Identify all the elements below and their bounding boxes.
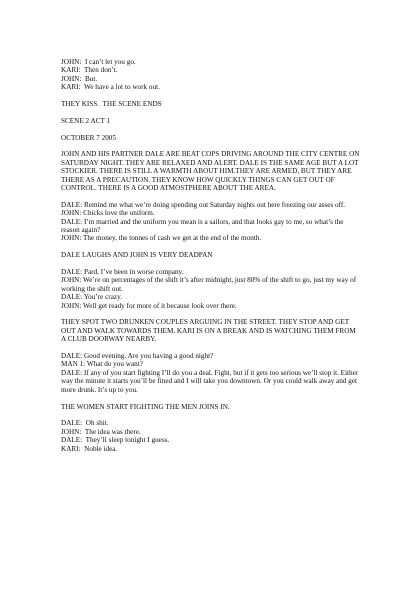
scene-description-1: JOHN AND HIS PARTNER DALE ARE BEAT COPS DRIVING AROUND THE CITY CENTRE ON SATURDAY NIGHT. THEY ARE RELAXED AND ALERT. DALE IS THE SAME AGE BUT A LOT STOCKIER. THERE IS STILL A WARMTH ABOUT HIM.THEY ARE ARMED, BUT THEY ARE THERE AS A PRECAUTION. THEY KNOW HOW QUICKLY THINGS CAN GET OUT OF CONTROL. THERE IS A GOOD ATMOSTPHERE ABOUT THE AREA. — [61, 150, 360, 193]
scene-date: OCTOBER 7 2005 — [61, 133, 116, 142]
dialogue-line: JOHN: The idea was there. — [61, 427, 141, 436]
stage-direction-3: THE WOMEN START FIGHTING THE MEN JOINS IN. — [61, 402, 230, 411]
dialogue-line: DALE: You’re crazy. — [61, 293, 123, 302]
dialogue-line: KARI: Then don’t. — [61, 66, 118, 75]
dialogue-line: JOHN: I can’t let you go. — [61, 58, 136, 66]
scene-description-2: THEY SPOT TWO DRUNKEN COUPLES ARGUING IN THE STREET. THEY STOP AND GET OUT AND WALK TOWARDS THEM. KARI IS ON A BREAK AND IS WATCHING THEM FROM A CLUB DOORWAY NEARBY. — [61, 318, 356, 344]
scene-heading: SCENE 2 ACT 1 — [61, 116, 111, 125]
dialogue-line: DALE: Good evening. Are you having a good night? — [61, 352, 214, 361]
stage-direction-2: DALE LAUGHS AND JOHN IS VERY DEADPAN — [61, 251, 213, 260]
dialogue-block-4 — [61, 352, 360, 394]
dialogue-line: KARI: Noble idea. — [61, 444, 118, 453]
scene-end-direction: THEY KISS. THE SCENE ENDS — [61, 100, 162, 109]
dialogue-block-2 — [61, 201, 360, 243]
dialogue-line: JOHN: Well get ready for more of it because look over there. — [61, 301, 237, 310]
dialogue-line: MAN 1: What do you want? — [61, 360, 143, 369]
dialogue-line: DALE: Remind me what we’re doing spending out Saturday nights out here freezing our asses off. — [61, 200, 346, 209]
dialogue-line: JOHN: But. — [61, 74, 98, 83]
dialogue-line: DALE: Oh shit. — [61, 419, 109, 428]
dialogue-line: DALE: Pard, I’ve been in worse company. — [61, 268, 184, 277]
dialogue-line: DALE: If any of you start fighting I’ll do you a deal. Fight, but if it gets too serious we’ll stop it. Either way the minute it starts you’ll be fined and I will take you downtown. Or you could walk away and get more drunk. It’s up to you. — [61, 368, 359, 394]
dialogue-line: DALE: I’m married and the uniform you mean is a sailors, and that looks gay to me, so what’s the reason again? — [61, 217, 344, 235]
dialogue-line: JOHN: The money, the tonnes of cash we get at the end of the month. — [61, 234, 262, 243]
dialogue-block-3 — [61, 268, 360, 310]
dialogue-line: JOHN: Chicks love the uniform. — [61, 209, 155, 218]
dialogue-block-opening — [61, 58, 360, 92]
dialogue-line: DALE: They’ll sleep tonight I guess. — [61, 436, 170, 445]
dialogue-line: KARI: We have a lot to work out. — [61, 83, 160, 92]
dialogue-block-5 — [61, 419, 360, 453]
dialogue-line: JOHN: We’re on percentages of the shift it’s after midnight, just 80% of the shift to go, just my way of working the shift out. — [61, 276, 357, 293]
